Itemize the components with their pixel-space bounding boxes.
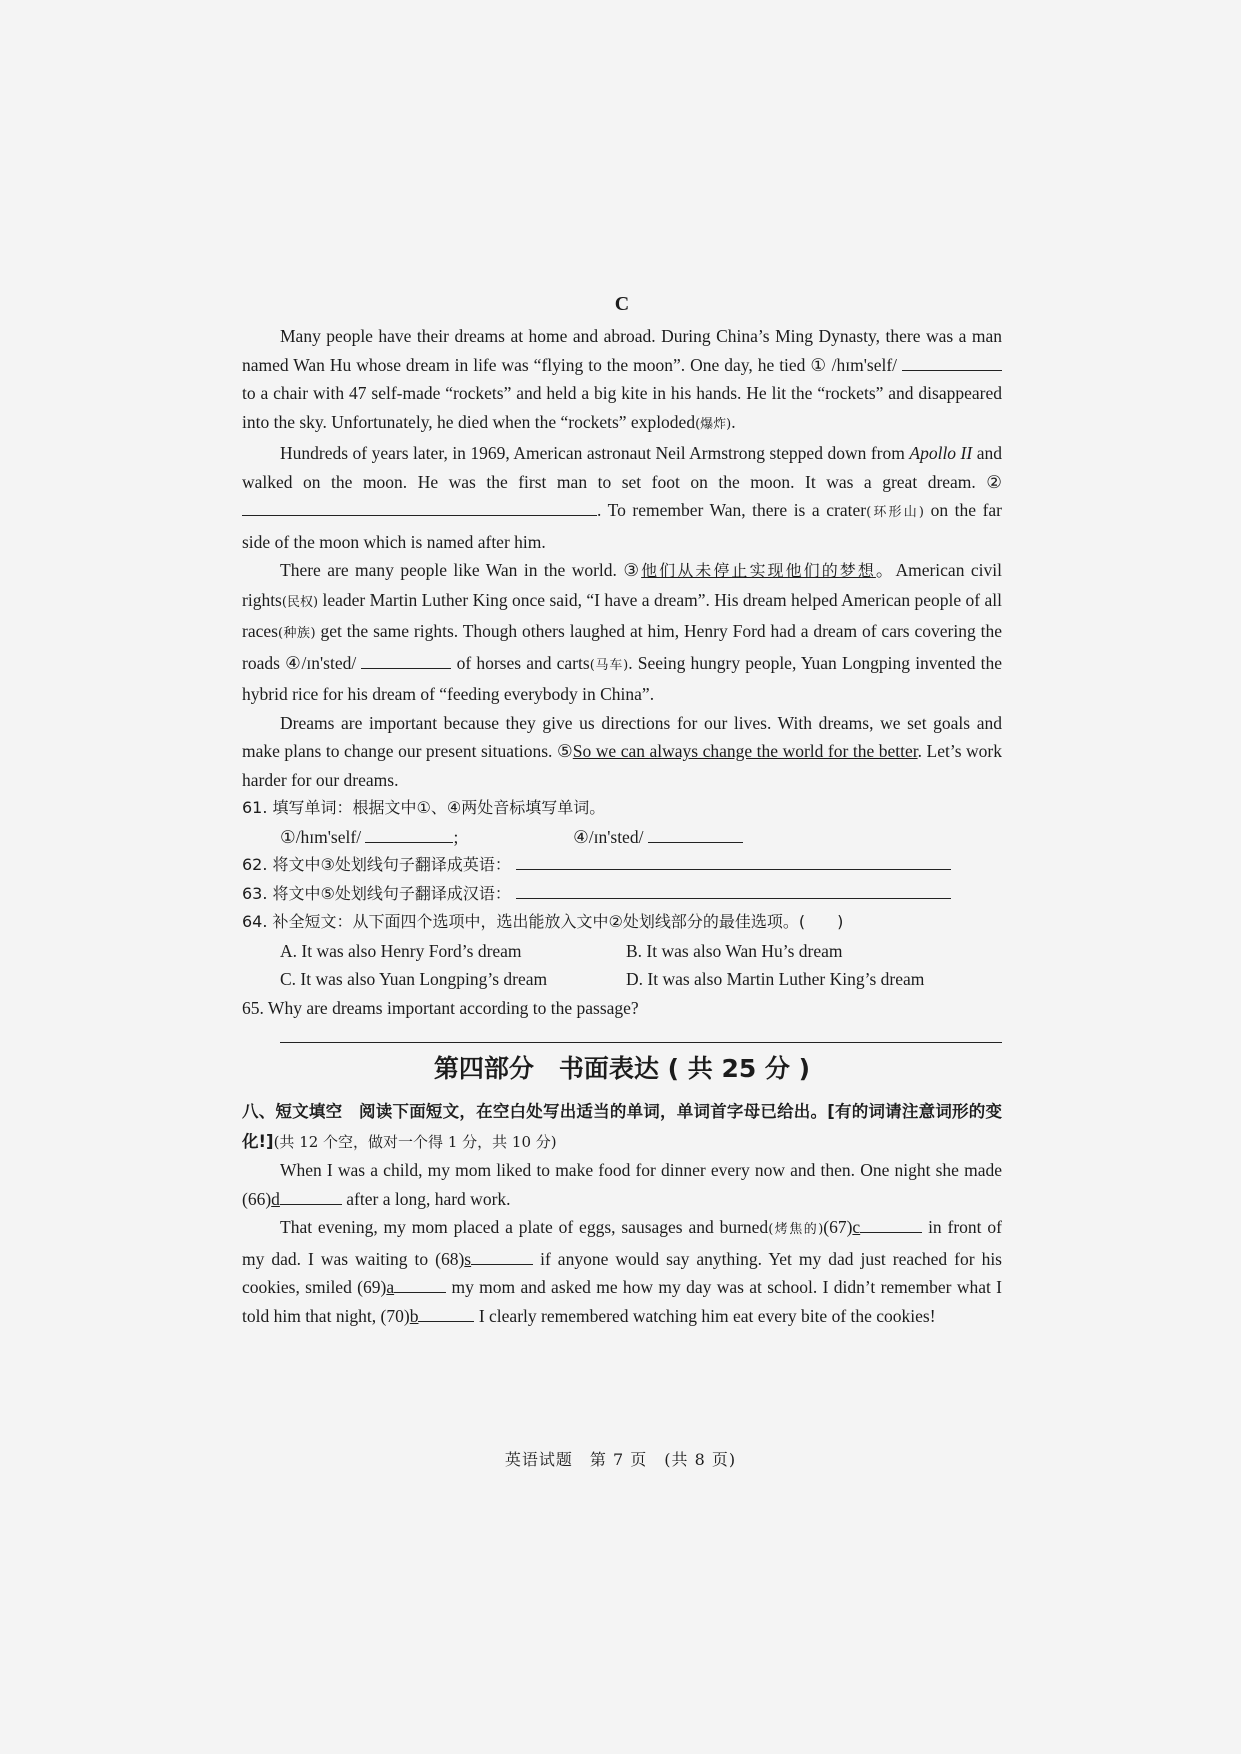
cloze-p2-text-b: in front of my dad. I was waiting to (68) [242, 1217, 1002, 1269]
q61-blank-a[interactable] [365, 824, 453, 843]
question-64: 64. 补全短文：从下面四个选项中，选出能放入文中②处划线部分的最佳选项。( ) [242, 912, 844, 931]
q61-phonetic-a: ①/hɪm'self/ [280, 826, 362, 847]
cloze-paragraph-1 [242, 1156, 1002, 1213]
question-62 [242, 851, 1002, 880]
para3-text-c: leader Martin Luther King once said, “I have a dream”. His dream helped American people of all races [242, 589, 1002, 641]
part-four-title: 第四部分 书面表达 ( 共 25 分 ) [433, 1054, 811, 1083]
para1-end: . [731, 411, 736, 432]
q63-answer-line[interactable] [516, 880, 951, 899]
blank-68[interactable] [471, 1246, 533, 1265]
q62-text: 62. 将文中③处划线句子翻译成英语： [242, 855, 511, 874]
blank-2[interactable] [242, 497, 597, 516]
passage-paragraph-1 [242, 322, 1002, 439]
option-a[interactable]: A. It was also Henry Ford’s dream [280, 940, 522, 961]
question-61: 61. 填写单词：根据文中①、④两处音标填写单词。 [242, 798, 606, 817]
para2-text-c: . To remember Wan, there is a crater [597, 500, 867, 520]
para3-text-f: . Seeing hungry people, Yuan Longping invented the hybrid rice for his dream of “feeding everybody in China”. [242, 652, 1002, 704]
gloss-crater: (环形山) [866, 505, 924, 520]
q64-options-row-1 [242, 937, 1002, 966]
passage-paragraph-3 [242, 556, 1002, 709]
option-b[interactable]: B. It was also Wan Hu’s dream [626, 940, 843, 961]
q65-answer-line[interactable] [280, 1022, 1002, 1043]
underlined-sentence-3: 他们从未停止实现他们的梦想 [641, 561, 876, 580]
gloss-carts: (马车) [589, 657, 629, 673]
gloss-races: (种族) [277, 626, 316, 641]
gloss-civil-rights: (民权) [281, 594, 319, 610]
para4-text-a: Dreams are important because they give us directions for our lives. With dreams, we set goals and make plans to change our present situations. ⑤ [242, 712, 1002, 761]
ship-name: Apollo II [909, 443, 973, 463]
passage-title: C [614, 293, 630, 315]
section-8-instructions [242, 1097, 1002, 1156]
para3-text-e: of horses and carts [456, 652, 590, 673]
option-c[interactable]: C. It was also Yuan Longping’s dream [280, 969, 548, 989]
q64-options-row-2 [242, 965, 1002, 994]
blank-70[interactable] [418, 1303, 474, 1322]
section-8-score: (共 12 个空，做对一个得 1 分，共 10 分) [273, 1132, 557, 1151]
option-d[interactable]: D. It was also Martin Luther King’s dream [626, 969, 925, 989]
underlined-sentence-5: So we can always change the world for the better [572, 741, 918, 761]
gloss-explode: (爆炸) [695, 416, 732, 432]
blank-1[interactable] [902, 352, 1002, 371]
cloze-p2-text-c: if anyone would say anything. Yet my dad just reached for his cookies, smiled (69) [242, 1248, 1002, 1297]
blank-69-initial: a [386, 1277, 395, 1297]
para1-text-a: Many people have their dreams at home and abroad. During China’s Ming Dynasty, there was a man named Wan Hu whose dream in life was “flying to the moon”. One day, he tied [242, 326, 1002, 375]
page-footer: 英语试题 第 7 页 (共 8 页) [504, 1450, 737, 1469]
question-65: 65. Why are dreams important according to the passage? [242, 997, 639, 1018]
cloze-paragraph-2 [242, 1213, 1002, 1330]
q61-phonetic-b: ④/ɪn'sted/ [573, 826, 644, 847]
blank-67-initial: c [852, 1217, 861, 1237]
section-8-label: 八、短文填空 阅读下面短文，在空白处写出适当的单词，单词首字母已给出。[有的词请注意词形的变化!] [242, 1102, 1002, 1151]
blank-66-initial: d [271, 1188, 280, 1209]
q62-answer-line[interactable] [516, 851, 951, 870]
blank-66[interactable] [280, 1186, 342, 1205]
para2-text-a: Hundreds of years later, in 1969, American astronaut Neil Armstrong stepped down from [280, 443, 905, 463]
cloze-p2-text-e: I clearly remembered watching him eat every bite of the cookies! [478, 1305, 936, 1326]
para2-text-b: and walked on the moon. He was the first man to set foot on the moon. It was a great dream. ② [242, 443, 1003, 492]
q61-blank-b[interactable] [648, 824, 743, 843]
blank-69[interactable] [394, 1274, 446, 1293]
q63-text: 63. 将文中⑤处划线句子翻译成汉语： [242, 883, 511, 903]
page-content [242, 290, 1002, 1330]
cloze-p1-text-a: When I was a child, my mom liked to make food for dinner every now and then. One night she made (66) [242, 1160, 1002, 1209]
blank-70-initial: b [409, 1305, 419, 1326]
blank-68-initial: s [464, 1248, 472, 1269]
blank-67[interactable] [860, 1214, 922, 1233]
para2-text-d: on the far side of the moon which is named after him. [242, 500, 1003, 552]
para3-text-b: 。American civil rights [242, 560, 1002, 610]
passage-paragraph-4 [242, 709, 1002, 795]
gloss-burned: (烤焦的) [768, 1222, 824, 1237]
passage-paragraph-2 [242, 439, 1002, 556]
question-61-answers [242, 823, 1002, 852]
cloze-p2-text-d: my mom and asked me how my day was at school. I didn’t remember what I told him that night, (70) [242, 1277, 1003, 1326]
blank-67-number: (67) [823, 1217, 853, 1237]
para3-text-d: get the same rights. Though others laughed at him, Henry Ford had a dream of cars covering the roads ④/ɪn'sted/ [242, 621, 1002, 673]
cloze-p1-text-b: after a long, hard work. [346, 1188, 511, 1209]
q61-separator: ; [453, 826, 459, 847]
para4-text-b: . Let’s work harder for our dreams. [242, 741, 1002, 790]
phonetic-1: ① /hɪm'self/ [810, 354, 898, 375]
question-63 [242, 880, 1002, 909]
para3-text-a: There are many people like Wan in the world. ③ [280, 560, 642, 580]
cloze-p2-text-a: That evening, my mom placed a plate of eggs, sausages and burned [280, 1217, 769, 1237]
para1-text-c: to a chair with 47 self-made “rockets” and held a big kite in his hands. He lit the “rockets” and disappeared into the sky. Unfortunately, he died when the “rockets” exploded [242, 383, 1002, 432]
blank-4[interactable] [361, 650, 451, 669]
